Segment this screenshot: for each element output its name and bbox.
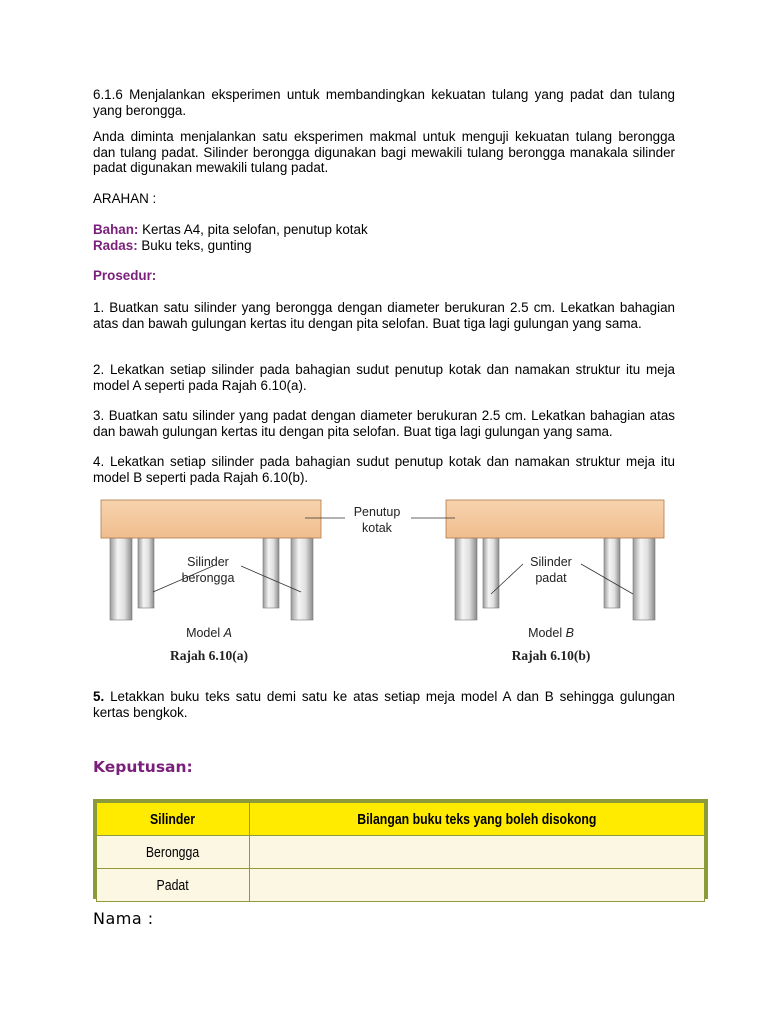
cell-berongga-value[interactable] (250, 836, 705, 869)
cell-padat: Padat (97, 869, 250, 902)
step-1: 1. Buatkan satu silinder yang berongga dengan diameter berukuran 2.5 cm. Lekatkan bahagian atas dan bawah gulungan kertas itu dengan pita selofan. Buat tiga lagi gulungan yang sama. (93, 300, 675, 331)
header-bilangan: Bilangan buku teks yang boleh disokong (250, 803, 705, 836)
table-header-row (97, 803, 705, 836)
table-row (97, 869, 705, 902)
model-a-label (186, 626, 232, 640)
silinder-a-label-line2: berongga (181, 571, 235, 585)
figure-rajah-6-10 (93, 494, 679, 670)
bahan-label: Bahan: (93, 222, 139, 237)
header-silinder: Silinder (97, 803, 250, 836)
model-b-box-lid (446, 500, 664, 538)
step-5-text: Letakkan buku teks satu demi satu ke atas setiap meja model A dan B sehingga gulungan kertas bengkok. (93, 689, 675, 720)
radas-line (93, 238, 252, 254)
model-b-back-leg-right (604, 538, 620, 608)
radas-label: Radas: (93, 238, 138, 253)
step-5 (93, 689, 675, 720)
model-b-label (528, 626, 574, 640)
silinder-b-label-line1: Silinder (530, 555, 572, 569)
step-4: 4. Lekatkan setiap silinder pada bahagian sudut penutup kotak dan namakan struktur meja itu model B seperti pada Rajah 6.10(b). (93, 454, 675, 485)
table-row (97, 836, 705, 869)
step-5-number: 5. (93, 689, 105, 704)
penutup-label-line2: kotak (362, 521, 392, 535)
radas-value: Buku teks, gunting (137, 238, 252, 253)
model-b-front-leg-right (633, 538, 655, 620)
prosedur-heading: Prosedur: (93, 268, 157, 283)
arahan-heading: ARAHAN : (93, 191, 157, 206)
model-b-front-leg-left (455, 538, 477, 620)
model-b-back-leg-left (483, 538, 499, 608)
model-a-back-leg-right (263, 538, 279, 608)
silinder-b-label-line2: padat (535, 571, 567, 585)
caption-b: Rajah 6.10(b) (511, 648, 591, 663)
step-2: 2. Lekatkan setiap silinder pada bahagian sudut penutup kotak dan namakan struktur itu meja model A seperti pada Rajah 6.10(a). (93, 362, 675, 393)
intro-paragraph: Anda diminta menjalankan satu eksperimen makmal untuk menguji kekuatan tulang berongga dan tulang padat. Silinder berongga digunakan bagi mewakili tulang berongga manakala silinder padat digunakan mewakili tulang padat. (93, 129, 675, 175)
model-b-prefix: Model (528, 626, 566, 640)
penutup-label-line1: Penutup (353, 505, 401, 519)
caption-a: Rajah 6.10(a) (170, 648, 248, 663)
section-title: 6.1.6 Menjalankan eksperimen untuk membandingkan kekuatan tulang yang padat dan tulang yang berongga. (93, 87, 675, 118)
result-table (93, 799, 708, 899)
model-a-box-lid (101, 500, 321, 538)
silinder-a-label-line1: Silinder (187, 555, 229, 569)
model-a-front-leg-left (110, 538, 132, 620)
model-a-prefix: Model (186, 626, 224, 640)
cell-berongga: Berongga (97, 836, 250, 869)
bahan-value: Kertas A4, pita selofan, penutup kotak (138, 222, 368, 237)
model-a-back-leg-left (138, 538, 154, 608)
step-3: 3. Buatkan satu silinder yang padat dengan diameter berukuran 2.5 cm. Lekatkan bahagian atas dan bawah gulungan kertas itu dengan pita selofan. Buat tiga lagi gulungan yang sama. (93, 408, 675, 439)
nama-label: Nama : (93, 909, 154, 928)
cell-padat-value[interactable] (250, 869, 705, 902)
model-a-letter: A (223, 626, 232, 640)
model-a-front-leg-right (291, 538, 313, 620)
model-b-letter: B (565, 626, 574, 640)
bahan-line (93, 222, 368, 238)
keputusan-heading: Keputusan: (93, 758, 193, 776)
